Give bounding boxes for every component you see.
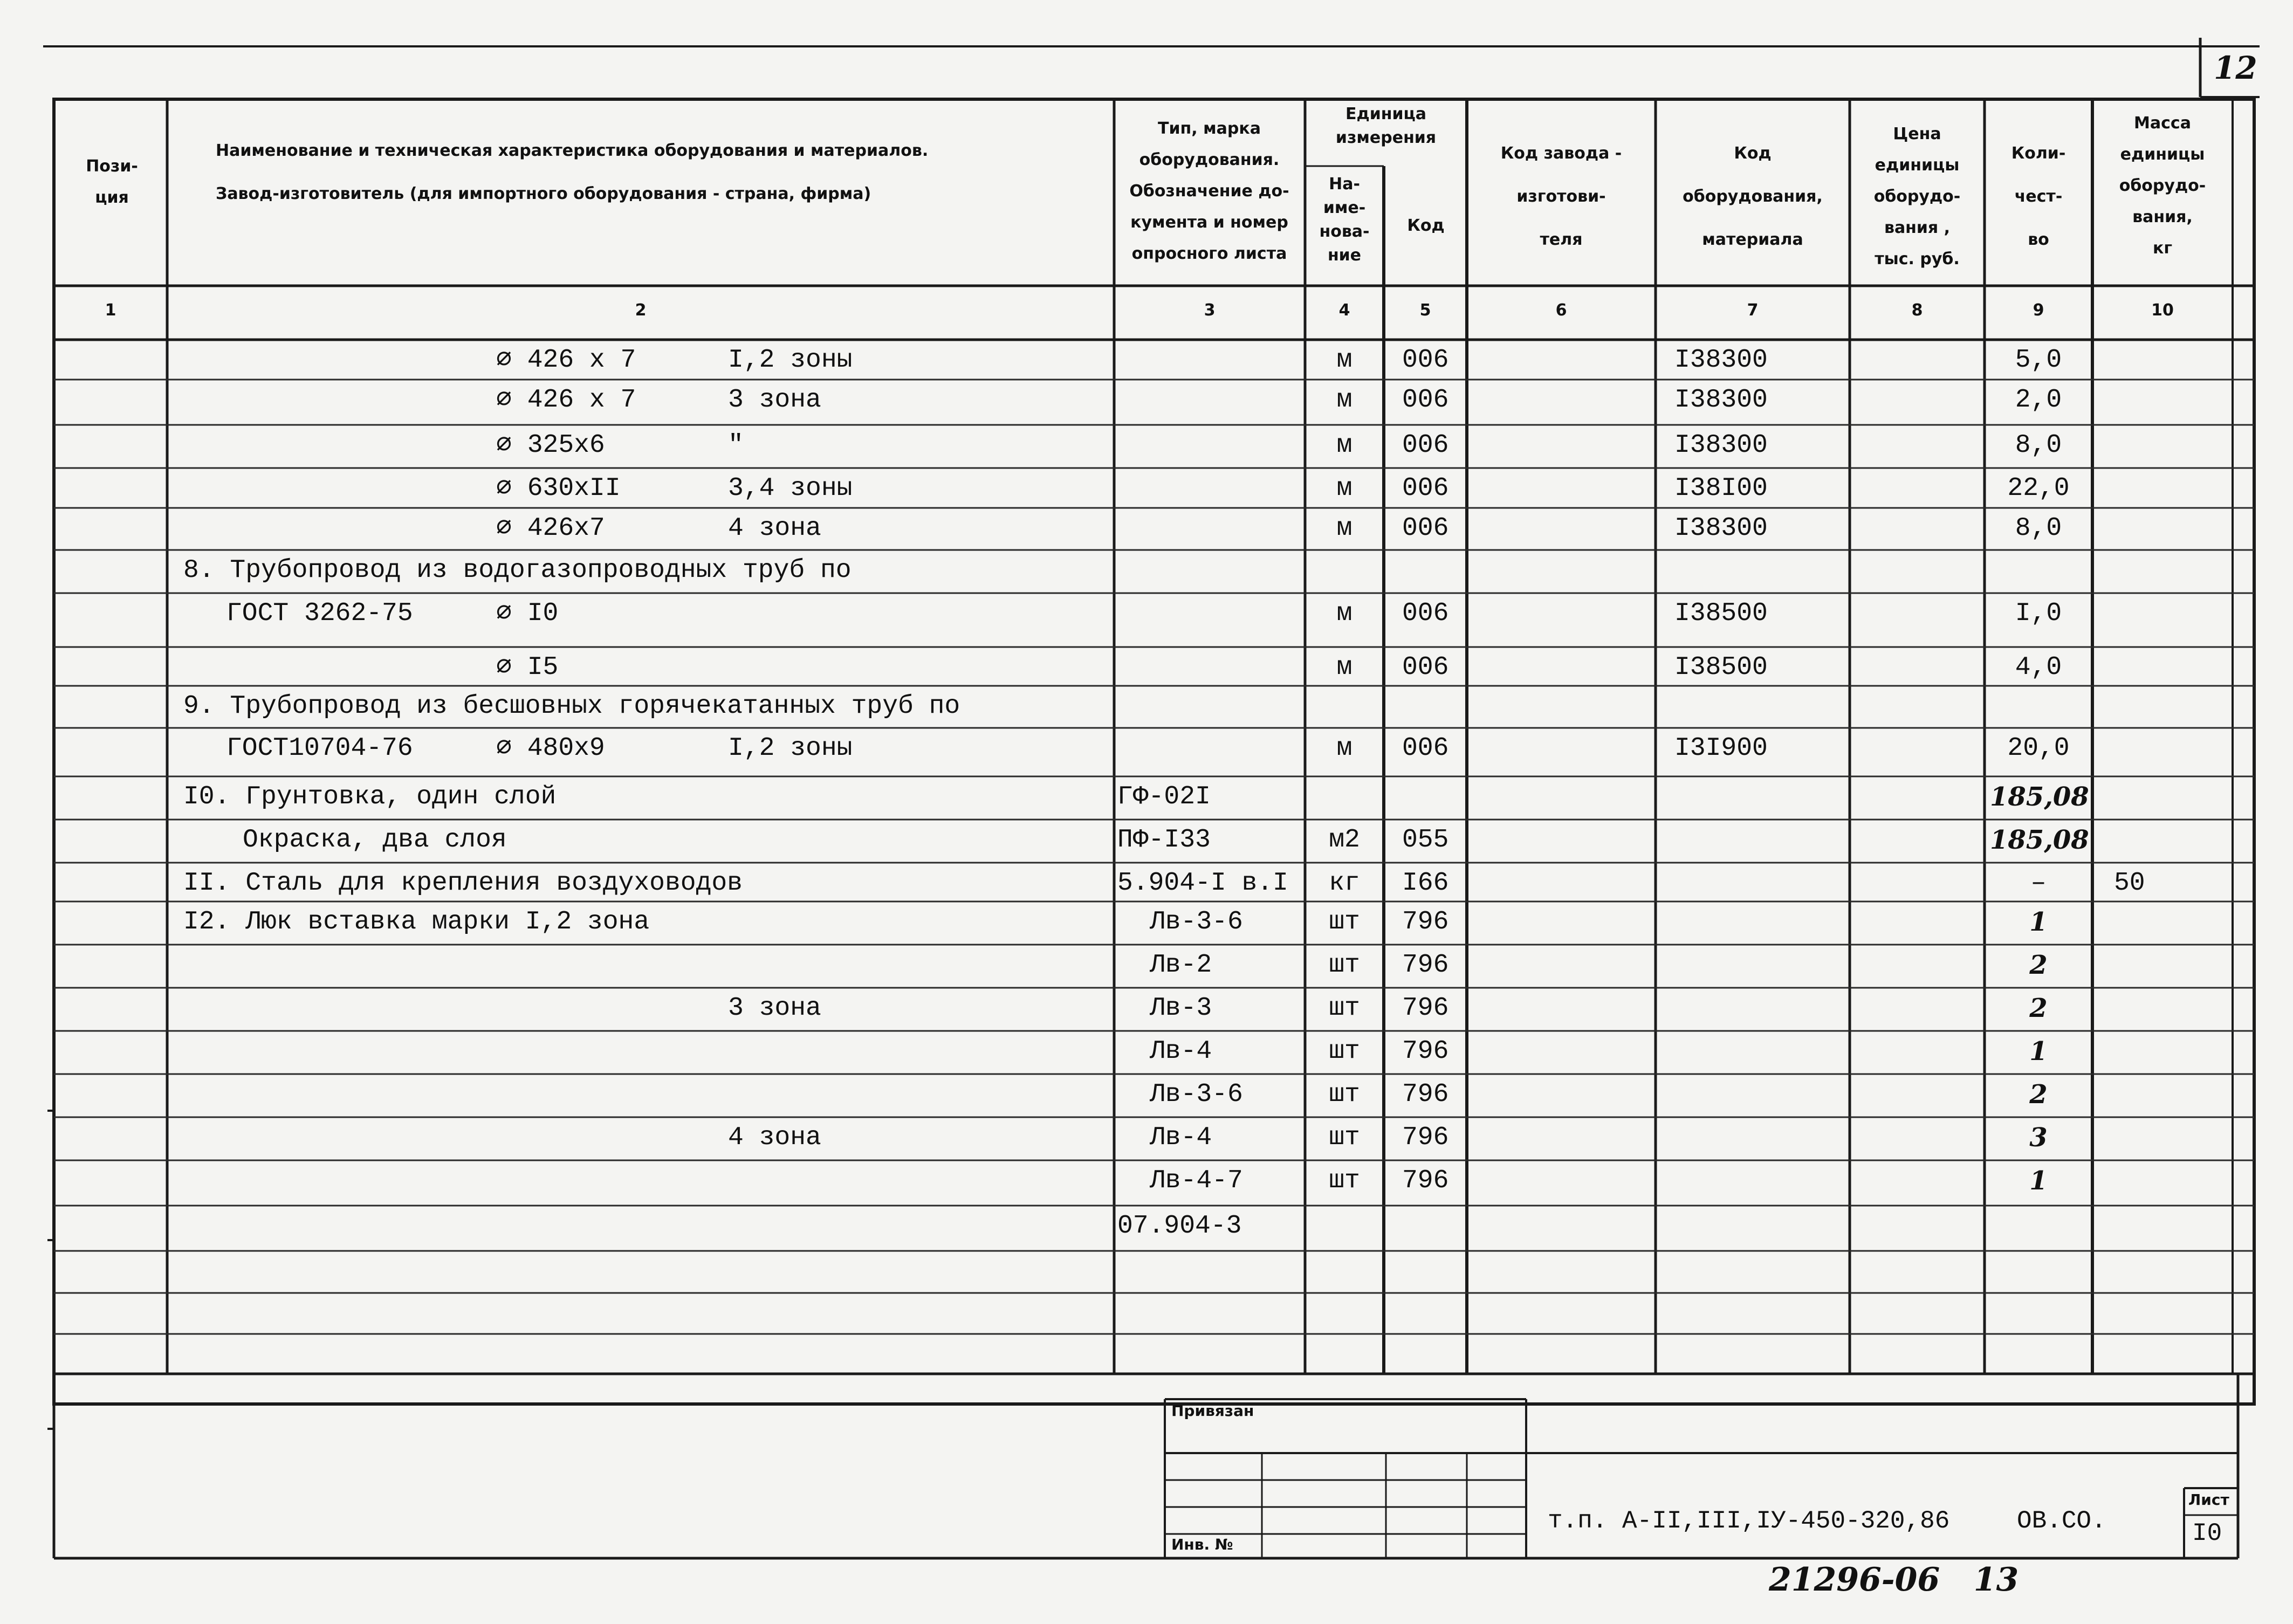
- cell-code: 796: [1402, 1123, 1449, 1152]
- cell-code: 796: [1402, 1166, 1449, 1195]
- cell-unit: шт: [1329, 1037, 1360, 1066]
- cell-unit: шт: [1329, 994, 1360, 1023]
- cell-name-a: ∅ I0: [496, 599, 559, 628]
- cell-type: 07.904-3: [1117, 1212, 1242, 1241]
- cell-name-pre: ГОСТ 3262-75: [226, 599, 413, 628]
- header-col1: Пози- ция: [86, 157, 138, 207]
- col-number-3: 3: [1204, 301, 1216, 320]
- cell-code: 006: [1402, 386, 1449, 415]
- cell-mat-code: I38500: [1674, 653, 1768, 682]
- cell-name-b: 3,4 зоны: [728, 474, 853, 503]
- cell-type: Лв-4: [1150, 1123, 1212, 1152]
- cell-code: 006: [1402, 346, 1449, 375]
- cell-name-a: ∅ 426 x 7: [496, 346, 636, 375]
- cell-type: Лв-3-6: [1150, 1080, 1243, 1109]
- cell-mat-code: I3I900: [1674, 734, 1768, 763]
- col-number-8: 8: [1911, 301, 1923, 320]
- cell-name-b: 3 зона: [728, 994, 821, 1023]
- stamp-sheet-number: I0: [2192, 1519, 2222, 1547]
- cell-name-b: 3 зона: [728, 386, 821, 415]
- header-col2: Наименование и техническая характеристика оборудования и материалов. Завод-изготовитель (для импортного оборудования - страна, фирма): [216, 141, 929, 203]
- col-number-2: 2: [635, 301, 647, 320]
- cell-code: 796: [1402, 994, 1449, 1023]
- stamp-doc-code: т.п. А-II,III,IУ-450-320,86: [1548, 1507, 1950, 1535]
- header-col9: Коли- чест- во: [2011, 144, 2066, 249]
- col-number-4: 4: [1338, 301, 1350, 320]
- cell-code: 006: [1402, 474, 1449, 503]
- cell-qty: 4,0: [2015, 653, 2062, 682]
- col-number-9: 9: [2033, 301, 2044, 320]
- cell-qty: 1: [2029, 1166, 2048, 1196]
- bottom-note: 21296-06 13: [1769, 1561, 2019, 1599]
- cell-qty: 2: [2029, 1079, 2048, 1110]
- cell-unit: м2: [1329, 825, 1360, 855]
- col-number-5: 5: [1419, 301, 1431, 320]
- header-col5: Код: [1407, 216, 1445, 235]
- col-number-1: 1: [105, 301, 116, 320]
- cell-type: Лв-4-7: [1150, 1166, 1243, 1195]
- cell-name-b: 4 зона: [728, 1123, 821, 1152]
- cell-name-indent: Окраска, два слоя: [243, 825, 507, 855]
- cell-qty: 8,0: [2015, 431, 2062, 460]
- col-number-6: 6: [1555, 301, 1567, 320]
- cell-qty: 1: [2029, 1036, 2048, 1066]
- stamp-doc-mark: ОВ.СО.: [2017, 1507, 2106, 1535]
- cell-name-a: ∅ 325x6: [496, 431, 605, 460]
- cell-qty: –: [2030, 869, 2047, 898]
- cell-code: 055: [1402, 825, 1449, 855]
- cell-qty: 3: [2029, 1123, 2048, 1153]
- cell-unit: м: [1336, 474, 1353, 503]
- header-col4: На- име- нова- ние: [1319, 175, 1370, 265]
- cell-code: 006: [1402, 514, 1449, 543]
- col-number-10: 10: [2151, 301, 2174, 320]
- cell-unit: м: [1336, 734, 1353, 763]
- cell-qty: 5,0: [2015, 346, 2062, 375]
- cell-mat-code: I38I00: [1674, 474, 1768, 503]
- cell-unit: шт: [1329, 907, 1360, 937]
- cell-mat-code: I38300: [1674, 431, 1768, 460]
- page-number-top: 12: [2214, 50, 2257, 86]
- cell-qty: 2: [2029, 993, 2048, 1023]
- cell-mass: 50: [2114, 869, 2145, 898]
- cell-code: 796: [1402, 1037, 1449, 1066]
- cell-unit: кг: [1329, 869, 1360, 898]
- cell-type: ПФ-I33: [1117, 825, 1211, 855]
- cell-code: I66: [1402, 869, 1449, 898]
- cell-mat-code: I38300: [1674, 346, 1768, 375]
- cell-code: 006: [1402, 653, 1449, 682]
- cell-unit: шт: [1329, 1080, 1360, 1109]
- cell-name-a: ∅ 630xII: [496, 474, 621, 503]
- cell-type: ГФ-02I: [1117, 782, 1211, 811]
- cell-name-full: 9. Трубопровод из бесшовных горячекатанных труб по: [183, 692, 960, 721]
- stamp-inv: Инв. №: [1171, 1536, 1233, 1553]
- cell-type: Лв-4: [1150, 1037, 1212, 1066]
- cell-qty: 185,08: [1990, 825, 2089, 855]
- cell-name-a: ∅ 480x9: [496, 734, 605, 763]
- cell-qty: 2,0: [2015, 386, 2062, 415]
- cell-unit: м: [1336, 653, 1353, 682]
- cell-mat-code: I38300: [1674, 514, 1768, 543]
- cell-name-b: I,2 зоны: [728, 734, 853, 763]
- cell-name-b: ": [728, 431, 744, 460]
- cell-code: 796: [1402, 951, 1449, 980]
- cell-qty: 2: [2029, 950, 2048, 980]
- cell-name-full: II. Сталь для крепления воздуховодов: [183, 869, 743, 898]
- cell-unit: м: [1336, 431, 1353, 460]
- header-col7: Код оборудования, материала: [1683, 144, 1823, 249]
- cell-unit: м: [1336, 514, 1353, 543]
- cell-qty: 8,0: [2015, 514, 2062, 543]
- cell-unit: шт: [1329, 1166, 1360, 1195]
- cell-code: 796: [1402, 907, 1449, 937]
- cell-unit: м: [1336, 386, 1353, 415]
- cell-code: 006: [1402, 599, 1449, 628]
- cell-mat-code: I38300: [1674, 386, 1768, 415]
- cell-name-b: 4 зона: [728, 514, 821, 543]
- cell-name-full: I2. Люк вставка марки I,2 зона: [183, 907, 650, 937]
- cell-type: Лв-3: [1150, 994, 1212, 1023]
- header-col3: Тип, марка оборудования. Обозначение до- кумента и номер опросного листа: [1129, 119, 1289, 263]
- cell-code: 006: [1402, 431, 1449, 460]
- cell-unit: шт: [1329, 951, 1360, 980]
- col-number-7: 7: [1747, 301, 1759, 320]
- header-col8: Цена единицы оборудо- вания , тыс. руб.: [1873, 125, 1961, 269]
- cell-name-a: ∅ 426x7: [496, 514, 605, 543]
- cell-qty: I,0: [2015, 599, 2062, 628]
- cell-qty: 1: [2029, 907, 2048, 937]
- header-col10: Масса единицы оборудо- вания, кг: [2119, 114, 2206, 258]
- cell-code: 006: [1402, 734, 1449, 763]
- cell-name-b: I,2 зоны: [728, 346, 853, 375]
- cell-name-full: I0. Грунтовка, один слой: [183, 782, 557, 811]
- cell-type: Лв-3-6: [1150, 907, 1243, 937]
- cell-type: 5.904-I в.I: [1117, 869, 1288, 898]
- header-col6: Код завода - изготови- теля: [1500, 144, 1622, 249]
- cell-name-a: ∅ I5: [496, 653, 559, 682]
- cell-qty: 22,0: [2007, 474, 2070, 503]
- cell-code: 796: [1402, 1080, 1449, 1109]
- cell-unit: м: [1336, 599, 1353, 628]
- stamp-sheet-label: Лист: [2188, 1491, 2229, 1509]
- cell-name-full: 8. Трубопровод из водогазопроводных труб по: [183, 556, 852, 585]
- cell-qty: 185,08: [1990, 782, 2089, 812]
- cell-unit: шт: [1329, 1123, 1360, 1152]
- cell-qty: 20,0: [2007, 734, 2070, 763]
- cell-mat-code: I38500: [1674, 599, 1768, 628]
- cell-type: Лв-2: [1150, 951, 1212, 980]
- cell-name-pre: ГОСТ10704-76: [226, 734, 413, 763]
- header-unit-group: Единица измерения: [1335, 105, 1437, 147]
- cell-unit: м: [1336, 346, 1353, 375]
- cell-name-a: ∅ 426 x 7: [496, 386, 636, 415]
- stamp-privyazan: Привязан: [1171, 1402, 1254, 1420]
